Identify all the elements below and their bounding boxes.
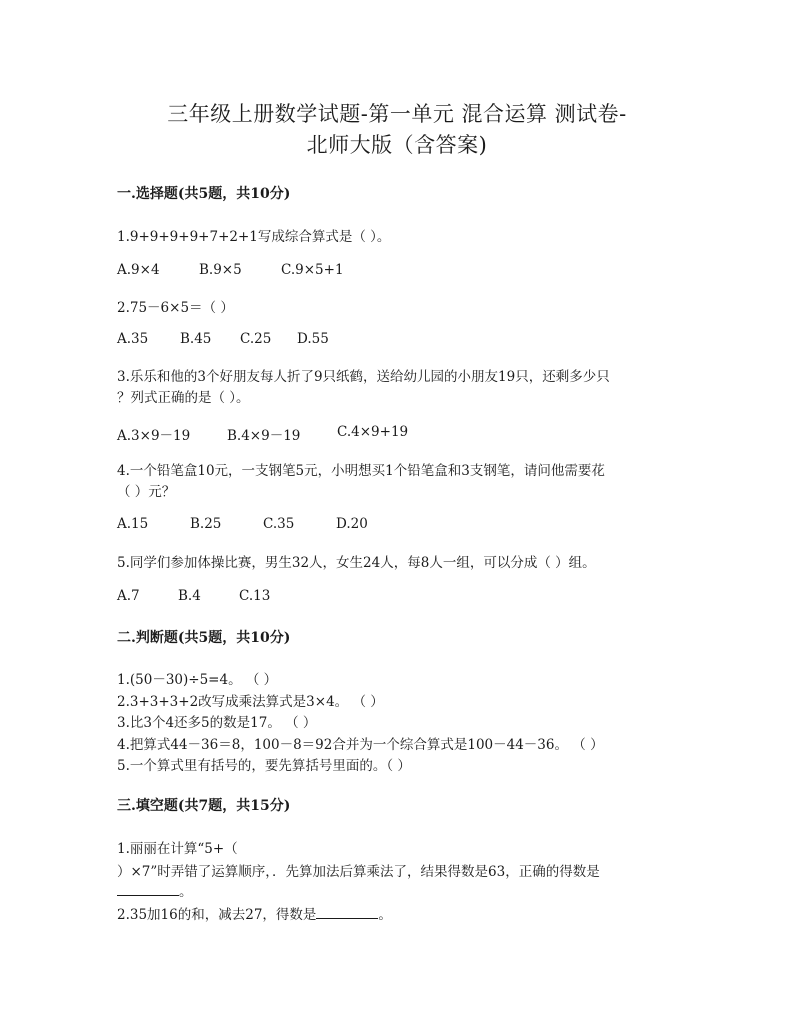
choice-question-5: 5.同学们参加体操比赛，男生32人，女生24人，每8人一组，可以分成（ ）组。 <box>117 555 596 571</box>
option-b: B.4×9－19 <box>227 428 301 444</box>
option-b: B.25 <box>190 516 222 532</box>
option-a: A.9×4 <box>117 262 160 278</box>
section-heading-fill: 三.填空题(共7题，共15分) <box>117 798 291 814</box>
fill-question-2-text: 2.35加16的和，减去27，得数是 <box>117 907 317 923</box>
option-d: D.20 <box>336 516 368 532</box>
choice-question-2: 2.75－6×5＝（ ） <box>117 300 234 316</box>
choice-question-1: 1.9+9+9+9+7+2+1写成综合算式是（ ）。 <box>117 229 391 245</box>
page-title-line2: 北师大版（含答案) <box>306 133 488 157</box>
option-b: B.4 <box>178 588 201 604</box>
option-a: A.7 <box>117 588 140 604</box>
section-heading-judge: 二.判断题(共5题，共10分) <box>117 630 291 646</box>
option-c: C.4×9+19 <box>337 424 409 440</box>
judge-question-1: 1.(50－30)÷5=4。 （ ） <box>117 672 278 688</box>
choice-question-3-line1: 3.乐乐和他的3个好朋友每人折了9只纸鹤，送给幼儿园的小朋友19只，还剩多少只 <box>117 369 610 385</box>
judge-question-2: 2.3+3+3+2改写成乘法算式是3×4。 （ ） <box>117 694 384 710</box>
fill-question-1-end: 。 <box>179 884 193 900</box>
fill-question-1-line1: 1.丽丽在计算“5+（ <box>117 841 238 857</box>
option-c: C.35 <box>263 516 295 532</box>
page-title-line1: 三年级上册数学试题-第一单元 混合运算 测试卷- <box>167 102 627 126</box>
option-a: A.3×9－19 <box>117 428 191 444</box>
fill-question-2 <box>117 903 392 923</box>
option-a: A.15 <box>117 516 149 532</box>
option-b: B.9×5 <box>199 262 242 278</box>
judge-question-3: 3.比3个4还多5的数是17。 （ ） <box>117 715 317 731</box>
judge-question-5: 5.一个算式里有括号的，要先算括号里面的。（ ） <box>117 758 411 774</box>
fill-question-1-line2: ）×7”时弄错了运算顺序，．先算加法后算乘法了，结果得数是63，正确的得数是 <box>117 864 600 880</box>
option-c: C.13 <box>239 588 271 604</box>
option-d: D.55 <box>297 331 329 347</box>
option-a: A.35 <box>117 331 149 347</box>
choice-question-4-line1: 4.一个铅笔盒10元，一支钢笔5元，小明想买1个铅笔盒和3支钢笔，请问他需要花 <box>117 463 605 479</box>
option-c: C.25 <box>240 331 272 347</box>
option-c: C.9×5+1 <box>281 262 344 278</box>
answer-blank[interactable] <box>316 906 378 919</box>
fill-question-2-end: 。 <box>378 907 392 923</box>
choice-question-4-line2: （ ）元？ <box>117 484 176 500</box>
choice-question-3-line2: ？列式正确的是（ ）。 <box>117 390 250 406</box>
answer-blank[interactable] <box>117 883 179 896</box>
option-b: B.45 <box>180 331 212 347</box>
section-heading-choice: 一.选择题(共5题，共10分) <box>117 186 291 202</box>
judge-question-4: 4.把算式44－36＝8，100－8＝92合并为一个综合算式是100－44－36。 （ ） <box>117 737 604 753</box>
fill-question-1-line3 <box>117 880 193 900</box>
